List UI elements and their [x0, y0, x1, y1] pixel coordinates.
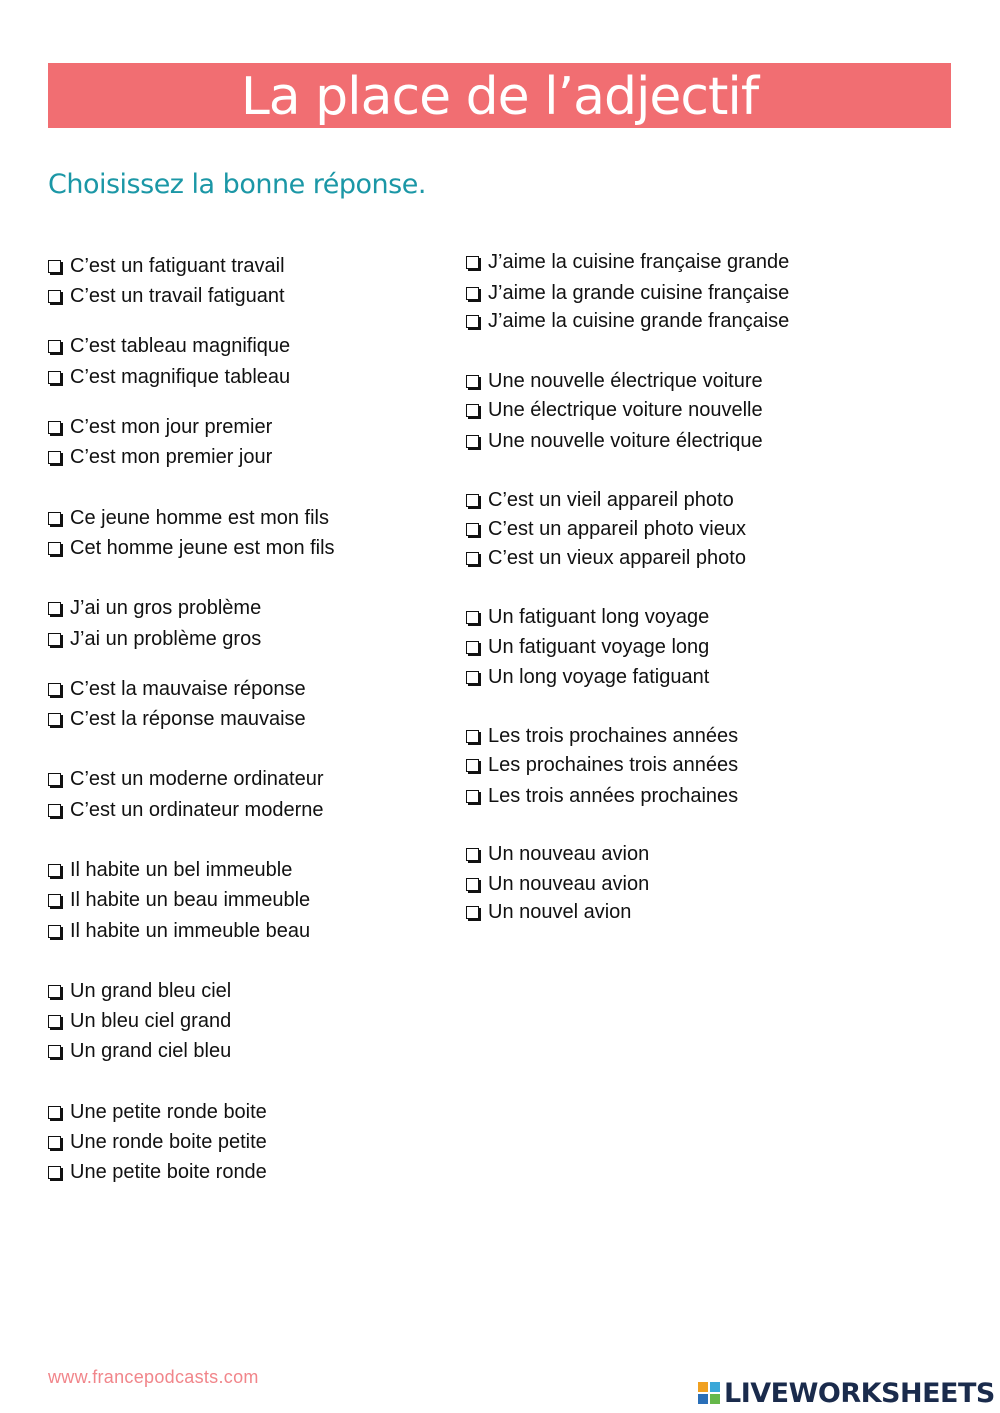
checkbox-icon[interactable]: [48, 1045, 61, 1058]
checkbox-icon[interactable]: [48, 894, 61, 907]
checkbox-icon[interactable]: [48, 925, 61, 938]
checkbox-icon[interactable]: [48, 713, 61, 726]
option-item[interactable]: J’aime la grande cuisine française: [466, 280, 789, 306]
checkbox-icon[interactable]: [466, 641, 479, 654]
option-item[interactable]: C’est la réponse mauvaise: [48, 706, 306, 732]
checkbox-icon[interactable]: [48, 512, 61, 525]
option-item[interactable]: Un fatiguant long voyage: [466, 604, 709, 630]
option-item[interactable]: C’est un ordinateur moderne: [48, 797, 323, 823]
option-item[interactable]: J’ai un gros problème: [48, 595, 261, 621]
footer-url[interactable]: www.francepodcasts.com: [48, 1367, 259, 1387]
option-item[interactable]: Il habite un beau immeuble: [48, 887, 310, 913]
option-item[interactable]: J’aime la cuisine française grande: [466, 249, 789, 275]
option-item[interactable]: Un grand ciel bleu: [48, 1038, 231, 1064]
option-item[interactable]: Une nouvelle électrique voiture: [466, 368, 763, 394]
option-item[interactable]: C’est un vieil appareil photo: [466, 487, 734, 513]
checkbox-icon[interactable]: [48, 451, 61, 464]
option-item[interactable]: Une petite boite ronde: [48, 1159, 267, 1185]
option-item[interactable]: Un grand bleu ciel: [48, 978, 231, 1004]
checkbox-icon[interactable]: [48, 260, 61, 273]
checkbox-icon[interactable]: [48, 290, 61, 303]
option-item[interactable]: Une nouvelle voiture électrique: [466, 428, 763, 454]
option-item[interactable]: J’ai un problème gros: [48, 626, 261, 652]
checkbox-icon[interactable]: [466, 730, 479, 743]
option-item[interactable]: C’est un appareil photo vieux: [466, 516, 746, 542]
checkbox-icon[interactable]: [466, 435, 479, 448]
option-item[interactable]: Il habite un immeuble beau: [48, 918, 310, 944]
checkbox-icon[interactable]: [48, 985, 61, 998]
checkbox-icon[interactable]: [466, 878, 479, 891]
checkbox-icon[interactable]: [466, 315, 479, 328]
brand-name: LIVEWORKSHEETS: [724, 1377, 995, 1409]
option-item[interactable]: C’est un travail fatiguant: [48, 283, 285, 309]
option-item[interactable]: Une petite ronde boite: [48, 1099, 267, 1125]
option-item[interactable]: Un nouveau avion: [466, 841, 649, 867]
option-item[interactable]: Il habite un bel immeuble: [48, 857, 292, 883]
checkbox-icon[interactable]: [466, 523, 479, 536]
checkbox-icon[interactable]: [48, 1106, 61, 1119]
checkbox-icon[interactable]: [48, 1136, 61, 1149]
checkbox-icon[interactable]: [48, 542, 61, 555]
option-item[interactable]: Les trois prochaines années: [466, 723, 738, 749]
checkbox-icon[interactable]: [466, 375, 479, 388]
option-item[interactable]: J’aime la cuisine grande française: [466, 308, 789, 334]
option-item[interactable]: C’est mon jour premier: [48, 414, 272, 440]
option-item[interactable]: Un nouvel avion: [466, 899, 631, 925]
page-title: La place de l’adjectif: [240, 67, 759, 127]
checkbox-icon[interactable]: [466, 790, 479, 803]
option-item[interactable]: Un nouveau avion: [466, 871, 649, 897]
checkbox-icon[interactable]: [48, 421, 61, 434]
checkbox-icon[interactable]: [466, 848, 479, 861]
checkbox-icon[interactable]: [466, 906, 479, 919]
option-item[interactable]: Un long voyage fatiguant: [466, 664, 709, 690]
checkbox-icon[interactable]: [48, 1015, 61, 1028]
option-item[interactable]: Les trois années prochaines: [466, 783, 738, 809]
option-item[interactable]: C’est mon premier jour: [48, 444, 272, 470]
checkbox-icon[interactable]: [466, 494, 479, 507]
checkbox-icon[interactable]: [466, 287, 479, 300]
option-item[interactable]: Ce jeune homme est mon fils: [48, 505, 329, 531]
checkbox-icon[interactable]: [48, 1166, 61, 1179]
checkbox-icon[interactable]: [48, 602, 61, 615]
option-item[interactable]: C’est magnifique tableau: [48, 364, 290, 390]
option-item[interactable]: C’est un moderne ordinateur: [48, 766, 323, 792]
option-item[interactable]: Une électrique voiture nouvelle: [466, 397, 763, 423]
option-item[interactable]: C’est tableau magnifique: [48, 333, 290, 359]
checkbox-icon[interactable]: [48, 633, 61, 646]
checkbox-icon[interactable]: [48, 804, 61, 817]
option-item[interactable]: C’est la mauvaise réponse: [48, 676, 306, 702]
checkbox-icon[interactable]: [48, 340, 61, 353]
checkbox-icon[interactable]: [466, 759, 479, 772]
liveworksheets-logo-icon: [697, 1381, 721, 1405]
option-item[interactable]: C’est un vieux appareil photo: [466, 545, 746, 571]
checkbox-icon[interactable]: [48, 371, 61, 384]
checkbox-icon[interactable]: [48, 773, 61, 786]
checkbox-icon[interactable]: [48, 864, 61, 877]
instruction-text: Choisissez la bonne réponse.: [48, 169, 426, 200]
option-item[interactable]: Un bleu ciel grand: [48, 1008, 231, 1034]
option-item[interactable]: C’est un fatiguant travail: [48, 253, 285, 279]
title-banner: [48, 63, 951, 128]
checkbox-icon[interactable]: [466, 256, 479, 269]
checkbox-icon[interactable]: [466, 552, 479, 565]
checkbox-icon[interactable]: [466, 671, 479, 684]
option-item[interactable]: Les prochaines trois années: [466, 752, 738, 778]
checkbox-icon[interactable]: [466, 404, 479, 417]
option-item[interactable]: Une ronde boite petite: [48, 1129, 267, 1155]
checkbox-icon[interactable]: [466, 611, 479, 624]
option-item[interactable]: Cet homme jeune est mon fils: [48, 535, 335, 561]
option-item[interactable]: Un fatiguant voyage long: [466, 634, 709, 660]
checkbox-icon[interactable]: [48, 683, 61, 696]
liveworksheets-logo[interactable]: [697, 1378, 995, 1408]
